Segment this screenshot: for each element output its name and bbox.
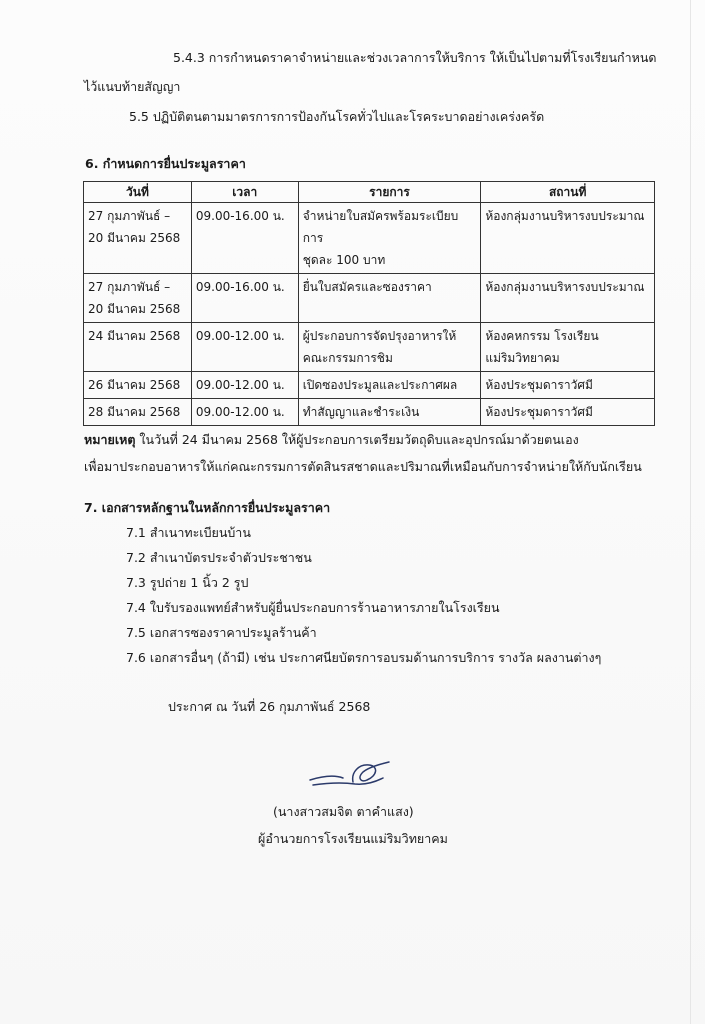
cell-item-line: เปิดซองประมูลและประกาศผล: [302, 378, 458, 392]
cell-date: [84, 372, 192, 399]
doc-item-7-6: 7.6 เอกสารอื่นๆ (ถ้ามี) เช่น ประกาศนียบัตรการอบรมด้านการบริการ รางวัล ผลงานต่างๆ: [126, 650, 602, 665]
announce-date: ประกาศ ณ วันที่ 26 กุมภาพันธ์ 2568: [168, 699, 371, 714]
schedule-table: [83, 181, 655, 426]
cell-place: [481, 203, 655, 274]
cell-date: [84, 323, 192, 372]
cell-date-line: 26 มีนาคม 2568: [88, 378, 181, 392]
cell-time-line: 09.00-12.00 น.: [195, 378, 285, 392]
item-5-5: 5.5 ปฏิบัติตนตามมาตรการการป้องกันโรคทั่วไปและโรคระบาดอย่างเคร่งครัด: [129, 109, 545, 124]
table-header-row: [84, 182, 655, 203]
cell-item: [298, 399, 481, 426]
cell-place-line: ห้องคหกรรม โรงเรียน: [485, 329, 599, 343]
cell-date: [84, 399, 192, 426]
cell-date: [84, 203, 192, 274]
cell-date-line: 20 มีนาคม 2568: [88, 231, 181, 245]
cell-time: [191, 399, 298, 426]
cell-item-line: จำหน่ายใบสมัครพร้อมระเบียบการ: [302, 209, 459, 245]
section6-heading: 6. กำหนดการยื่นประมูลราคา: [85, 156, 246, 171]
col-header-time: เวลา: [191, 182, 298, 203]
note-label: หมายเหตุ: [84, 432, 136, 447]
cell-time-line: 09.00-12.00 น.: [195, 405, 285, 419]
cell-date-line: 27 กุมภาพันธ์ –: [88, 280, 171, 294]
item-5-4-3-line1: 5.4.3 การกำหนดราคาจำหน่ายและช่วงเวลาการให้บริการ ให้เป็นไปตามที่โรงเรียนกำหนด: [173, 50, 657, 65]
cell-item-line: ทำสัญญาและชำระเงิน: [302, 405, 420, 419]
signer-position: ผู้อำนวยการโรงเรียนแม่ริมวิทยาคม: [258, 831, 448, 846]
cell-date-line: 28 มีนาคม 2568: [88, 405, 181, 419]
cell-time: [191, 372, 298, 399]
table-row: [84, 399, 655, 426]
doc-item-7-5: 7.5 เอกสารซองราคาประมูลร้านค้า: [126, 625, 317, 640]
cell-time: [191, 203, 298, 274]
doc-item-7-2: 7.2 สำเนาบัตรประจำตัวประชาชน: [126, 550, 312, 565]
table-row: [84, 203, 655, 274]
doc-item-7-3: 7.3 รูปถ่าย 1 นิ้ว 2 รูป: [126, 575, 249, 590]
signature-image: [305, 758, 395, 798]
cell-item: [298, 203, 481, 274]
cell-time-line: 09.00-16.00 น.: [195, 209, 285, 223]
cell-time: [191, 274, 298, 323]
cell-place-line: ห้องประชุมดาราวัศมี: [485, 378, 593, 392]
cell-place: [481, 323, 655, 372]
cell-date-line: 20 มีนาคม 2568: [88, 302, 181, 316]
cell-place: [481, 274, 655, 323]
cell-item: [298, 323, 481, 372]
cell-time: [191, 323, 298, 372]
col-header-date: วันที่: [84, 182, 192, 203]
cell-item-line: ผู้ประกอบการจัดปรุงอาหารให้: [302, 329, 457, 343]
table-row: [84, 274, 655, 323]
cell-item-line: ชุดละ 100 บาท: [302, 253, 386, 267]
cell-item-line: คณะกรรมการชิม: [302, 351, 393, 365]
col-header-item: รายการ: [298, 182, 481, 203]
table-row: [84, 372, 655, 399]
col-header-place: สถานที่: [481, 182, 655, 203]
doc-item-7-1: 7.1 สำเนาทะเบียนบ้าน: [126, 525, 251, 540]
page-edge: [690, 0, 691, 1024]
cell-place-line: ห้องกลุ่มงานบริหารงบประมาณ: [485, 280, 645, 294]
doc-item-7-4: 7.4 ใบรับรองแพทย์สำหรับผู้ยื่นประกอบการร้านอาหารภายในโรงเรียน: [126, 600, 500, 615]
cell-date-line: 27 กุมภาพันธ์ –: [88, 209, 171, 223]
note-text1: ในวันที่ 24 มีนาคม 2568 ให้ผู้ประกอบการเตรียมวัตถุดิบและอุปกรณ์มาด้วยตนเอง: [135, 432, 579, 447]
cell-item: [298, 372, 481, 399]
cell-place: [481, 372, 655, 399]
cell-place-line: แม่ริมวิทยาคม: [485, 351, 560, 365]
cell-place-line: ห้องกลุ่มงานบริหารงบประมาณ: [485, 209, 645, 223]
signer-name: (นางสาวสมจิต ตาคำแสง): [273, 804, 414, 819]
cell-time-line: 09.00-12.00 น.: [195, 329, 285, 343]
cell-item-line: ยื่นใบสมัครและซองราคา: [302, 280, 432, 294]
cell-time-line: 09.00-16.00 น.: [195, 280, 285, 294]
cell-place: [481, 399, 655, 426]
note-line2: เพื่อมาประกอบอาหารให้แก่คณะกรรมการตัดสินรสชาดและปริมาณที่เหมือนกับการจำหน่ายให้กับนักเรียน: [84, 459, 642, 474]
section7-heading: 7. เอกสารหลักฐานในหลักการยื่นประมูลราคา: [84, 500, 331, 515]
table-row: [84, 323, 655, 372]
note-line1: [84, 431, 579, 449]
cell-item: [298, 274, 481, 323]
cell-place-line: ห้องประชุมดาราวัศมี: [485, 405, 593, 419]
item-5-4-3-line2: ไว้แนบท้ายสัญญา: [84, 79, 181, 94]
cell-date: [84, 274, 192, 323]
cell-date-line: 24 มีนาคม 2568: [88, 329, 181, 343]
